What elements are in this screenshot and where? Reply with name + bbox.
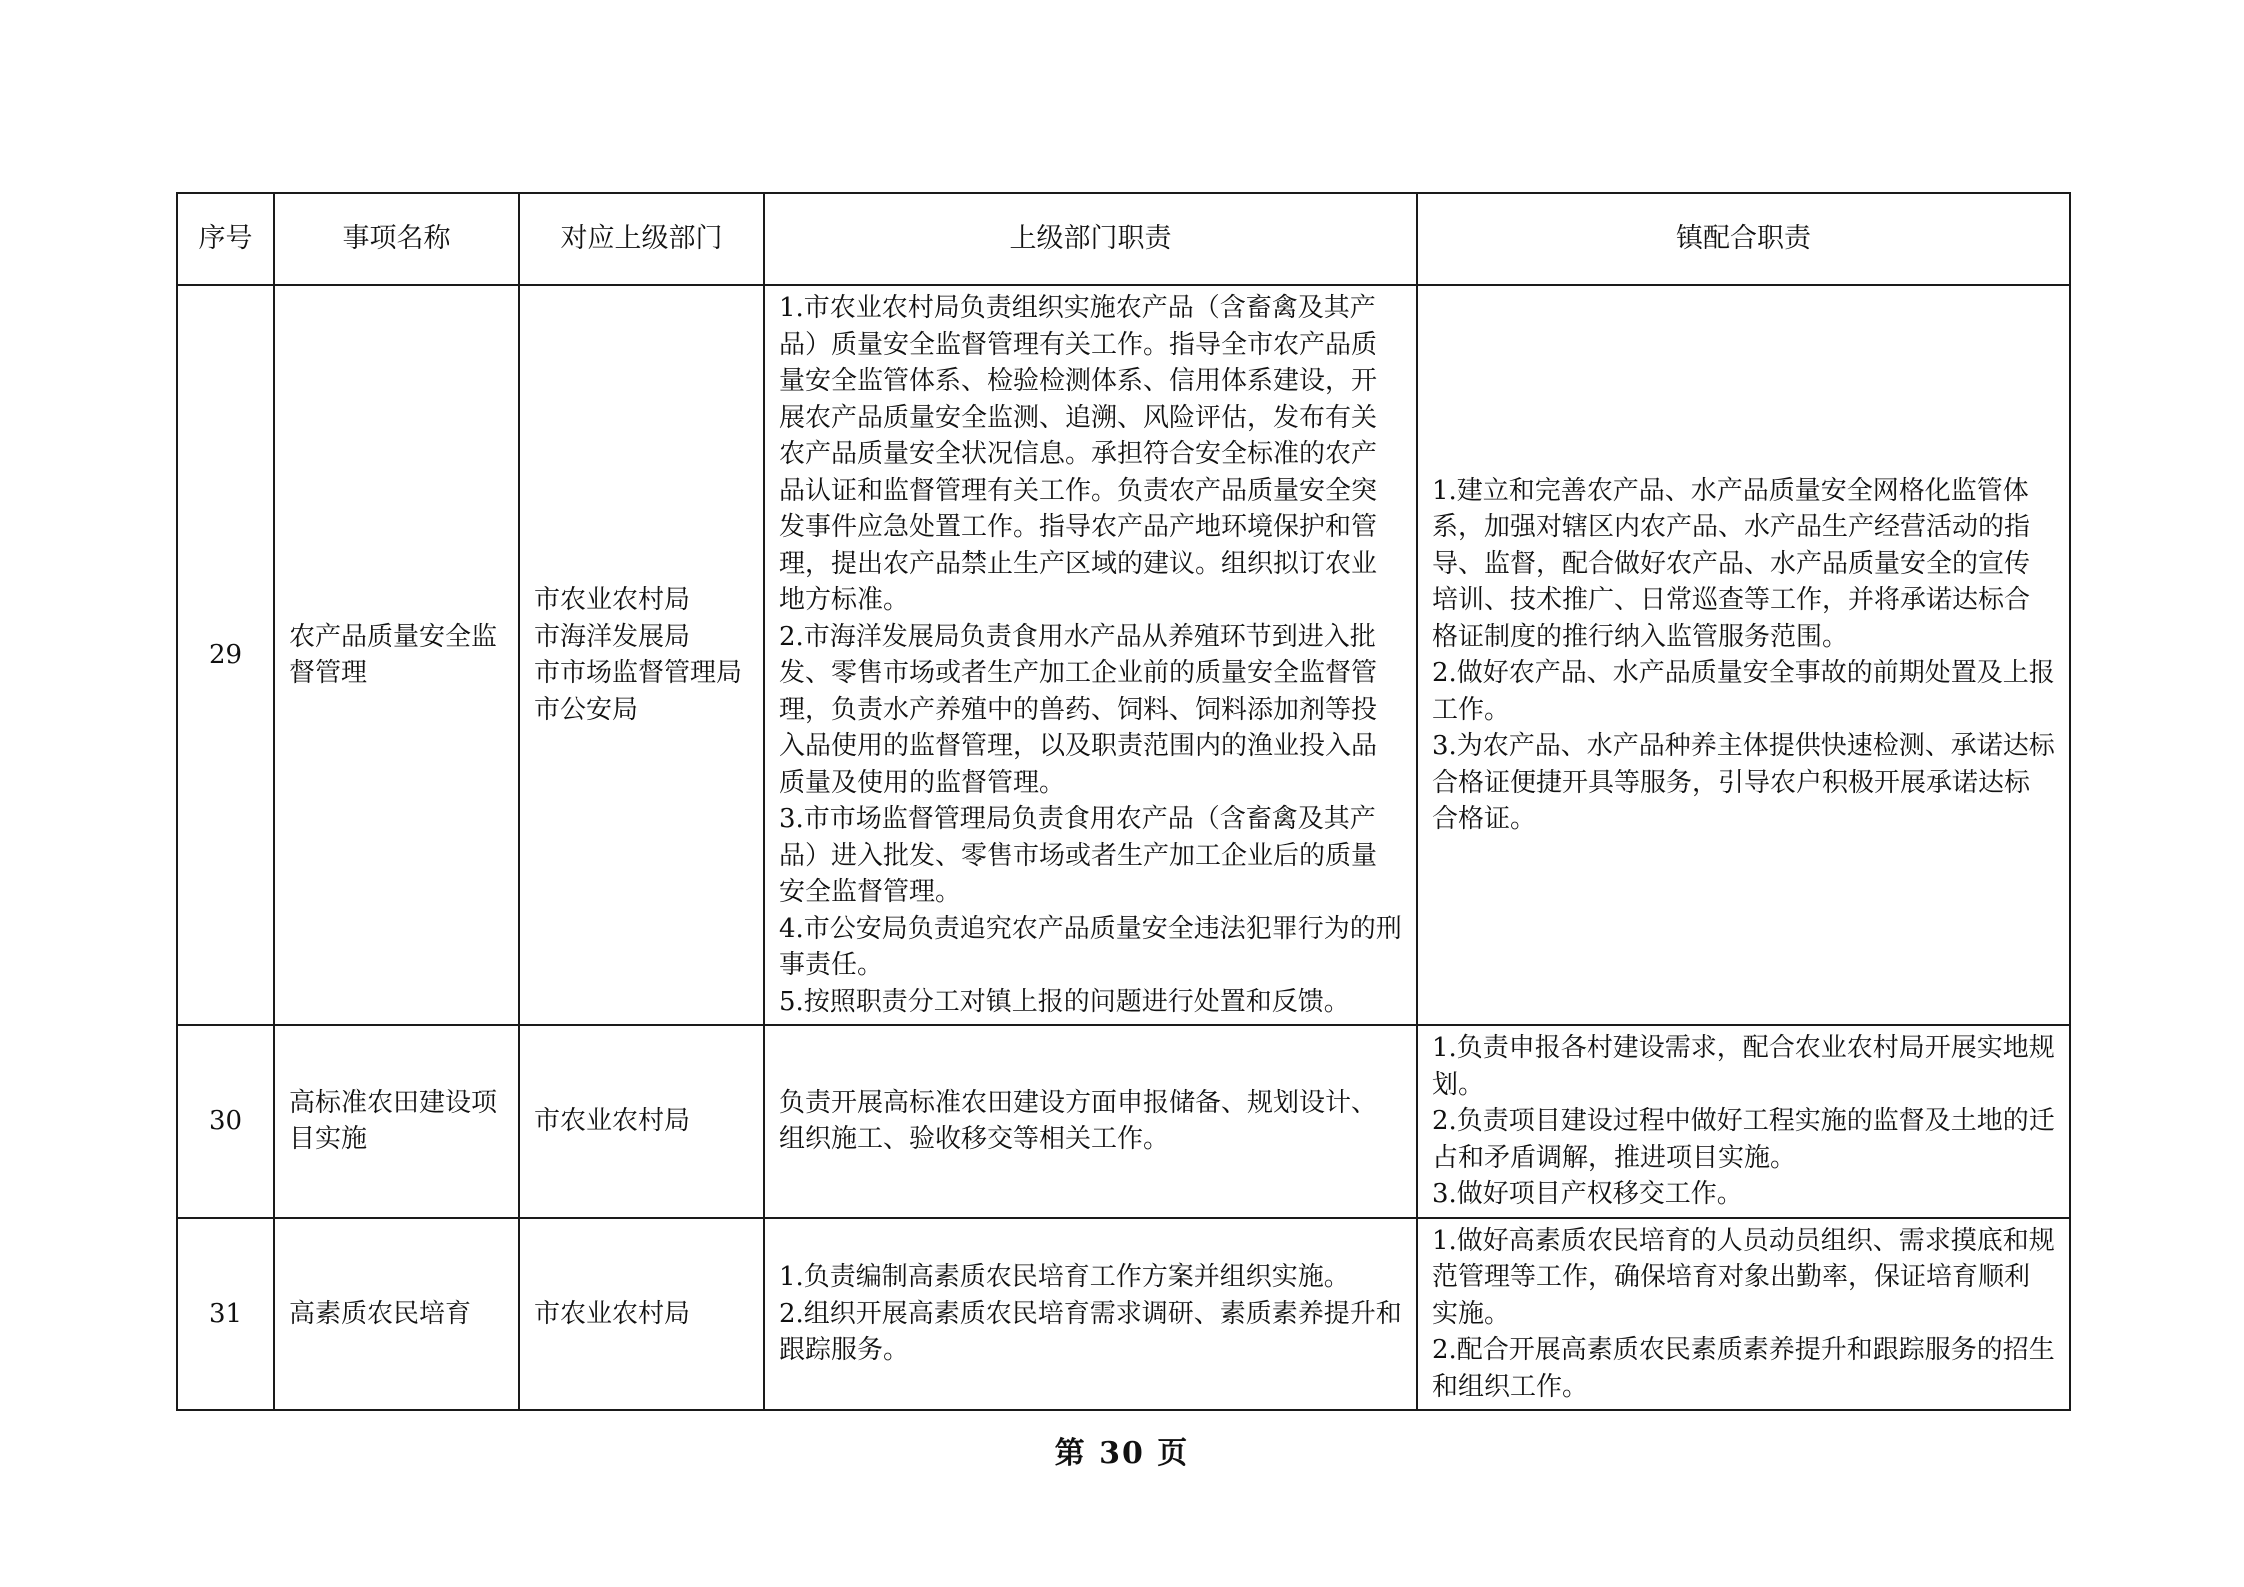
duty-paragraph: 3.市市场监督管理局负责食用农产品（含畜禽及其产品）进入批发、零售市场或者生产加工企业后的质量安全监督管理。 xyxy=(779,804,1378,907)
duty-paragraph: 4.市公安局负责追究农产品质量安全违法犯罪行为的刑事责任。 xyxy=(779,913,1402,980)
header-num: 序号 xyxy=(177,193,274,285)
dept-list xyxy=(519,285,764,1025)
duty-paragraph: 1.做好高素质农民培育的人员动员组织、需求摸底和规范管理等工作，确保培育对象出勤率，保证培育顺利实施。 xyxy=(1432,1225,2055,1329)
item-name: 高标准农田建设项目实施 xyxy=(274,1025,519,1218)
dept-item: 市海洋发展局 xyxy=(534,621,691,652)
dept-item: 市市场监督管理局 xyxy=(534,658,743,688)
row-number: 30 xyxy=(177,1025,274,1218)
duty-paragraph: 3.为农产品、水产品种养主体提供快速检测、承诺达标合格证便捷开具等服务，引导农户积极开展承诺达标合格证。 xyxy=(1432,731,2055,834)
duty-table xyxy=(176,192,2071,1411)
header-upper-duty: 上级部门职责 xyxy=(764,193,1417,285)
table-row xyxy=(177,285,2070,1025)
dept-item: 市农业农村局 xyxy=(534,585,691,615)
duty-paragraph: 2.负责项目建设过程中做好工程实施的监督及土地的迁占和矛盾调解，推进项目实施。 xyxy=(1432,1106,2055,1173)
duty-paragraph: 3.做好项目产权移交工作。 xyxy=(1432,1179,1743,1209)
header-item-name: 事项名称 xyxy=(274,193,519,285)
row-number: 29 xyxy=(177,285,274,1025)
town-duty xyxy=(1417,285,2070,1025)
table-row xyxy=(177,1218,2070,1411)
duty-paragraph: 负责开展高标准农田建设方面申报储备、规划设计、组织施工、验收移交等相关工作。 xyxy=(779,1087,1378,1155)
duty-paragraph: 1.市农业农村局负责组织实施农产品（含畜禽及其产品）质量安全监督管理有关工作。指导全市农产品质量安全监管体系、检验检测体系、信用体系建设，开展农产品质量安全监测、追溯、风险评估，发布有关农产品质量安全状况信息。承担符合安全标准的农产品认证和监督管理有关工作。负责农产品质量安全突发事件应急处置工作。指导农产品产地环境保护和管理，提出农产品禁止生产区域的建议。组织拟订农业地方标准。 xyxy=(779,293,1378,615)
item-name: 高素质农民培育 xyxy=(274,1218,519,1411)
duty-paragraph: 2.组织开展高素质农民培育需求调研、素质素养提升和跟踪服务。 xyxy=(779,1298,1402,1365)
duty-paragraph: 2.市海洋发展局负责食用水产品从养殖环节到进入批发、零售市场或者生产加工企业前的质量安全监督管理，负责水产养殖中的兽药、饲料、饲料添加剂等投入品使用的监督管理，以及职责范围内的渔业投入品质量及使用的监督管理。 xyxy=(779,621,1378,798)
duty-paragraph: 1.建立和完善农产品、水产品质量安全网格化监管体系，加强对辖区内农产品、水产品生产经营活动的指导、监督，配合做好农产品、水产品质量安全的宣传培训、技术推广、日常巡查等工作，并将承诺达标合格证制度的推行纳入监管服务范围。 xyxy=(1432,475,2031,652)
upper-duty xyxy=(764,1218,1417,1411)
duty-paragraph: 2.配合开展高素质农民素质素养提升和跟踪服务的招生和组织工作。 xyxy=(1432,1335,2055,1402)
page-number: 第 30 页 xyxy=(1054,1436,1190,1471)
dept-list xyxy=(519,1218,764,1411)
duty-paragraph: 2.做好农产品、水产品质量安全事故的前期处置及上报工作。 xyxy=(1432,658,2055,725)
header-row xyxy=(177,193,2070,285)
duty-paragraph: 1.负责申报各村建设需求，配合农业农村局开展实地规划。 xyxy=(1432,1033,2055,1100)
table-row xyxy=(177,1025,2070,1218)
duty-paragraph: 5.按照职责分工对镇上报的问题进行处置和反馈。 xyxy=(779,986,1350,1017)
dept-list xyxy=(519,1025,764,1218)
town-duty xyxy=(1417,1025,2070,1218)
town-duty xyxy=(1417,1218,2070,1411)
duty-paragraph: 1.负责编制高素质农民培育工作方案并组织实施。 xyxy=(779,1262,1350,1292)
dept-item: 市农业农村局 xyxy=(534,1298,691,1329)
upper-duty xyxy=(764,285,1417,1025)
row-number: 31 xyxy=(177,1218,274,1411)
item-name: 农产品质量安全监督管理 xyxy=(274,285,519,1025)
header-dept: 对应上级部门 xyxy=(519,193,764,285)
header-town-duty: 镇配合职责 xyxy=(1417,193,2070,285)
dept-item: 市公安局 xyxy=(534,694,639,725)
upper-duty xyxy=(764,1025,1417,1218)
dept-item: 市农业农村局 xyxy=(534,1106,691,1136)
